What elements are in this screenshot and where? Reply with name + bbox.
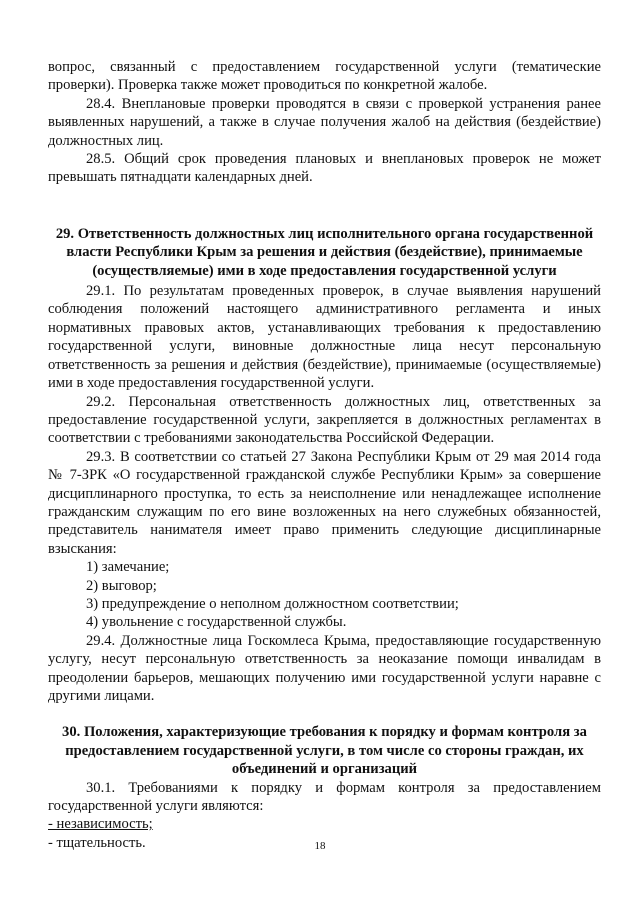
list-item: - тщательность. xyxy=(48,834,146,851)
list-item: 1) замечание; xyxy=(86,559,170,576)
paragraph-continuation: вопрос, связанный с предоставлением государственной услуги (тематические проверки). Проверка также может проводиться по конкретной жалобе. xyxy=(48,59,601,94)
paragraph-30-1: 30.1. Требованиями к порядку и формам контроля за предоставлением государственной услуги являются: xyxy=(48,779,601,815)
list-item-text: - независимость; xyxy=(48,816,153,833)
paragraph-28-5: 28.5. Общий срок проведения плановых и внеплановых проверок не может превышать пятнадцати календарных дней. xyxy=(48,151,601,186)
list-item: 3) предупреждение о неполном должностном соответствии; xyxy=(86,595,459,612)
list-item: 2) выговор; xyxy=(86,577,157,594)
page-number: 18 xyxy=(314,840,326,852)
paragraph-28-4: 28.4. Внеплановые проверки проводятся в связи с проверкой устранения ранее выявленных нарушений, а также в случае получения жалоб на действия (бездействие) должностных лиц. xyxy=(48,95,601,149)
list-item xyxy=(48,815,601,833)
section-30-heading: 30. Положения, характеризующие требования к порядку и формам контроля за предоставлением государственной услуги, в том числе со стороны граждан, их объединений и организаций xyxy=(62,724,587,778)
paragraph-29-2: 29.2. Персональная ответственность должностных лиц, ответственных за предоставление государственной услуги, закрепляется в должностных регламентах в соответствии с требованиями законодательства Российской Федерации. xyxy=(48,393,601,447)
section-29-heading: 29. Ответственность должностных лиц исполнительного органа государственной власти Республики Крым за решения и действия (бездействие), принимаемые (осуществляемые) ими в ходе предоставления государственной услуги xyxy=(55,225,594,279)
paragraph-29-1: 29.1. По результатам проведенных проверок, в случае выявления нарушений соблюдения положений настоящего административного регламента и иных нормативных правовых актов, устанавливающих требования к предоставлению государственной услуги, виновные должностные лица несут персональную ответственность за решения и действия (бездействие), принимаемые (осуществляемые) ими в ходе предоставления государственной услуги. xyxy=(48,283,601,392)
paragraph-29-3: 29.3. В соответствии со статьей 27 Закона Республики Крым от 29 мая 2014 года № 7-ЗРК «О государственной гражданской службе Республики Крым» за совершение дисциплинарного проступка, то есть за неисполнение или ненадлежащее исполнение гражданским служащим по его вине возложенных на него служебных обязанностей, представитель нанимателя имеет право применить следующие дисциплинарные взыскания: xyxy=(48,448,601,557)
paragraph-29-4: 29.4. Должностные лица Госкомлеса Крыма, предоставляющие государственную услугу, несут персональную ответственность за неоказание помощи инвалидам в преодолении барьеров, мешающих получению ими государственной услуги наравне с другими лицами. xyxy=(48,632,601,704)
list-item: 4) увольнение с государственной службы. xyxy=(86,614,347,631)
